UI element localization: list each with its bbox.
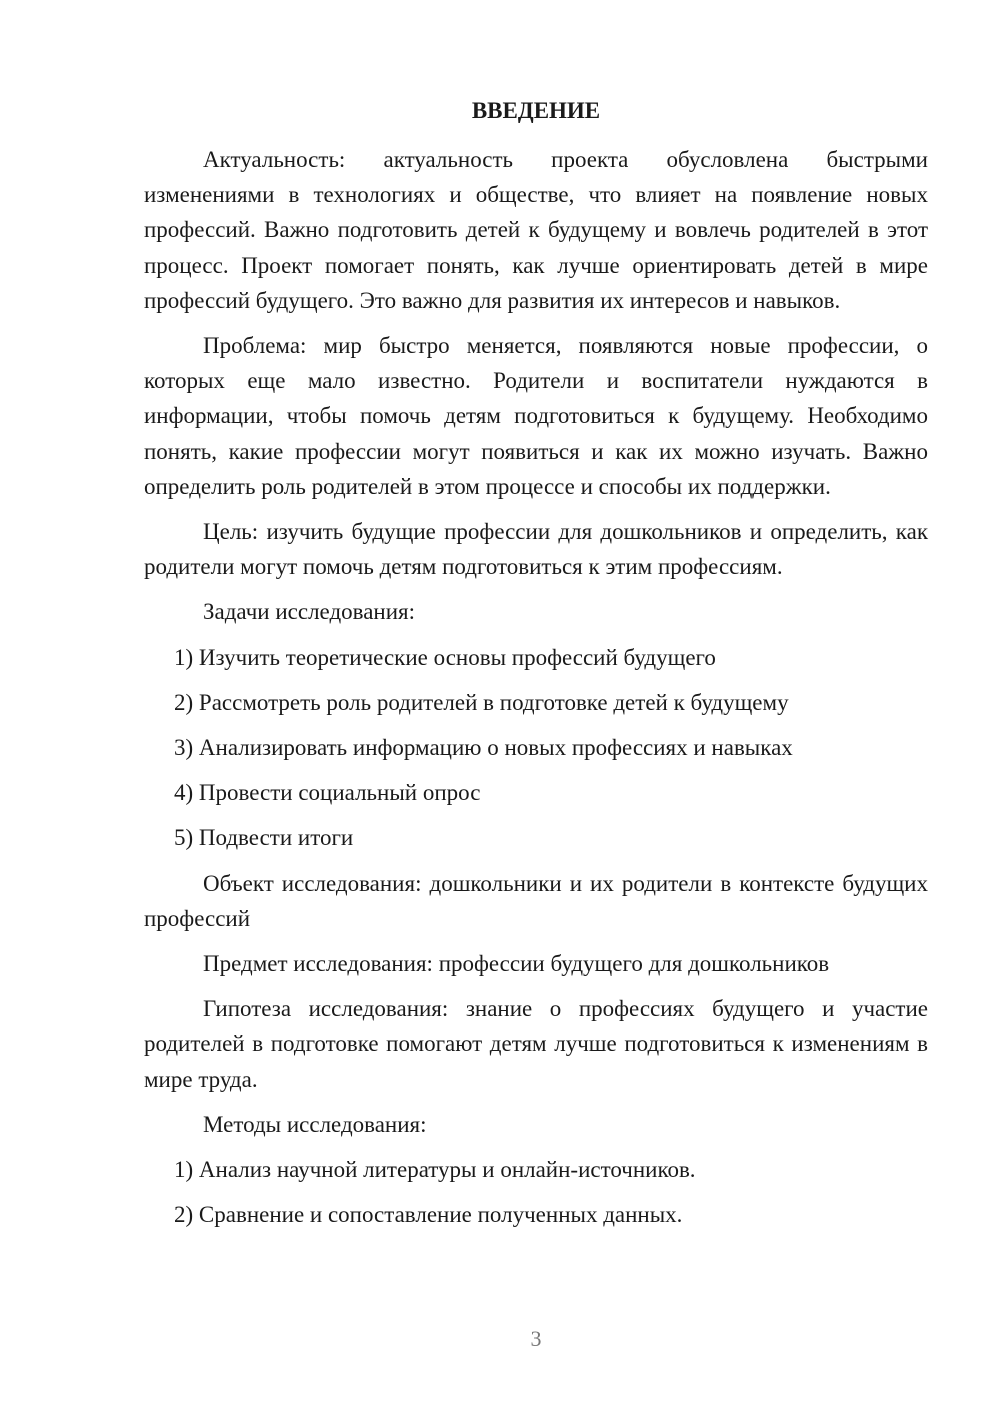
paragraph-hypothesis: Гипотеза исследования: знание о профессиях будущего и участие родителей в подготовке помогают детям лучше подготовиться к изменениям в мире труда. <box>144 996 928 1092</box>
page-number: 3 <box>530 1326 542 1351</box>
task-item-2: 2) Рассмотреть роль родителей в подготовке детей к будущему <box>174 689 789 715</box>
paragraph-subject: Предмет исследования: профессии будущего для дошкольников <box>203 951 830 977</box>
paragraph-problem: Проблема: мир быстро меняется, появляются новые профессии, о которых еще мало известно. Родители и воспитатели нуждаются в информации, чтобы помочь детям подготовиться к будущему. Необходимо понять, какие профессии могут появиться и как их можно изучать. Важно определить роль родителей в этом процессе и способы их поддержки. <box>144 333 928 499</box>
method-item-1: 1) Анализ научной литературы и онлайн-источников. <box>174 1157 696 1183</box>
task-item-1: 1) Изучить теоретические основы профессий будущего <box>174 644 716 670</box>
paragraph-relevance: Актуальность: актуальность проекта обусловлена быстрыми изменениями в технологиях и обществе, что влияет на появление новых профессий. Важно подготовить детей к будущему и вовлечь родителей в этот процесс. Проект помогает понять, как лучше ориентировать детей в мире профессий будущего. Это важно для развития их интересов и навыков. <box>144 147 928 313</box>
page-heading: ВВЕДЕНИЕ <box>471 98 601 123</box>
methods-heading: Методы исследования: <box>203 1111 427 1137</box>
task-item-5: 5) Подвести итоги <box>174 825 354 851</box>
document-body <box>144 142 928 1242</box>
task-item-3: 3) Анализировать информацию о новых профессиях и навыках <box>174 735 793 761</box>
task-item-4: 4) Провести социальный опрос <box>174 780 481 806</box>
tasks-heading: Задачи исследования: <box>203 599 416 625</box>
paragraph-goal: Цель: изучить будущие профессии для дошкольников и определить, как родители могут помочь детям подготовиться к этим профессиям. <box>144 519 928 580</box>
method-item-2: 2) Сравнение и сопоставление полученных данных. <box>174 1202 683 1228</box>
paragraph-object: Объект исследования: дошкольники и их родители в контексте будущих профессий <box>144 870 928 931</box>
